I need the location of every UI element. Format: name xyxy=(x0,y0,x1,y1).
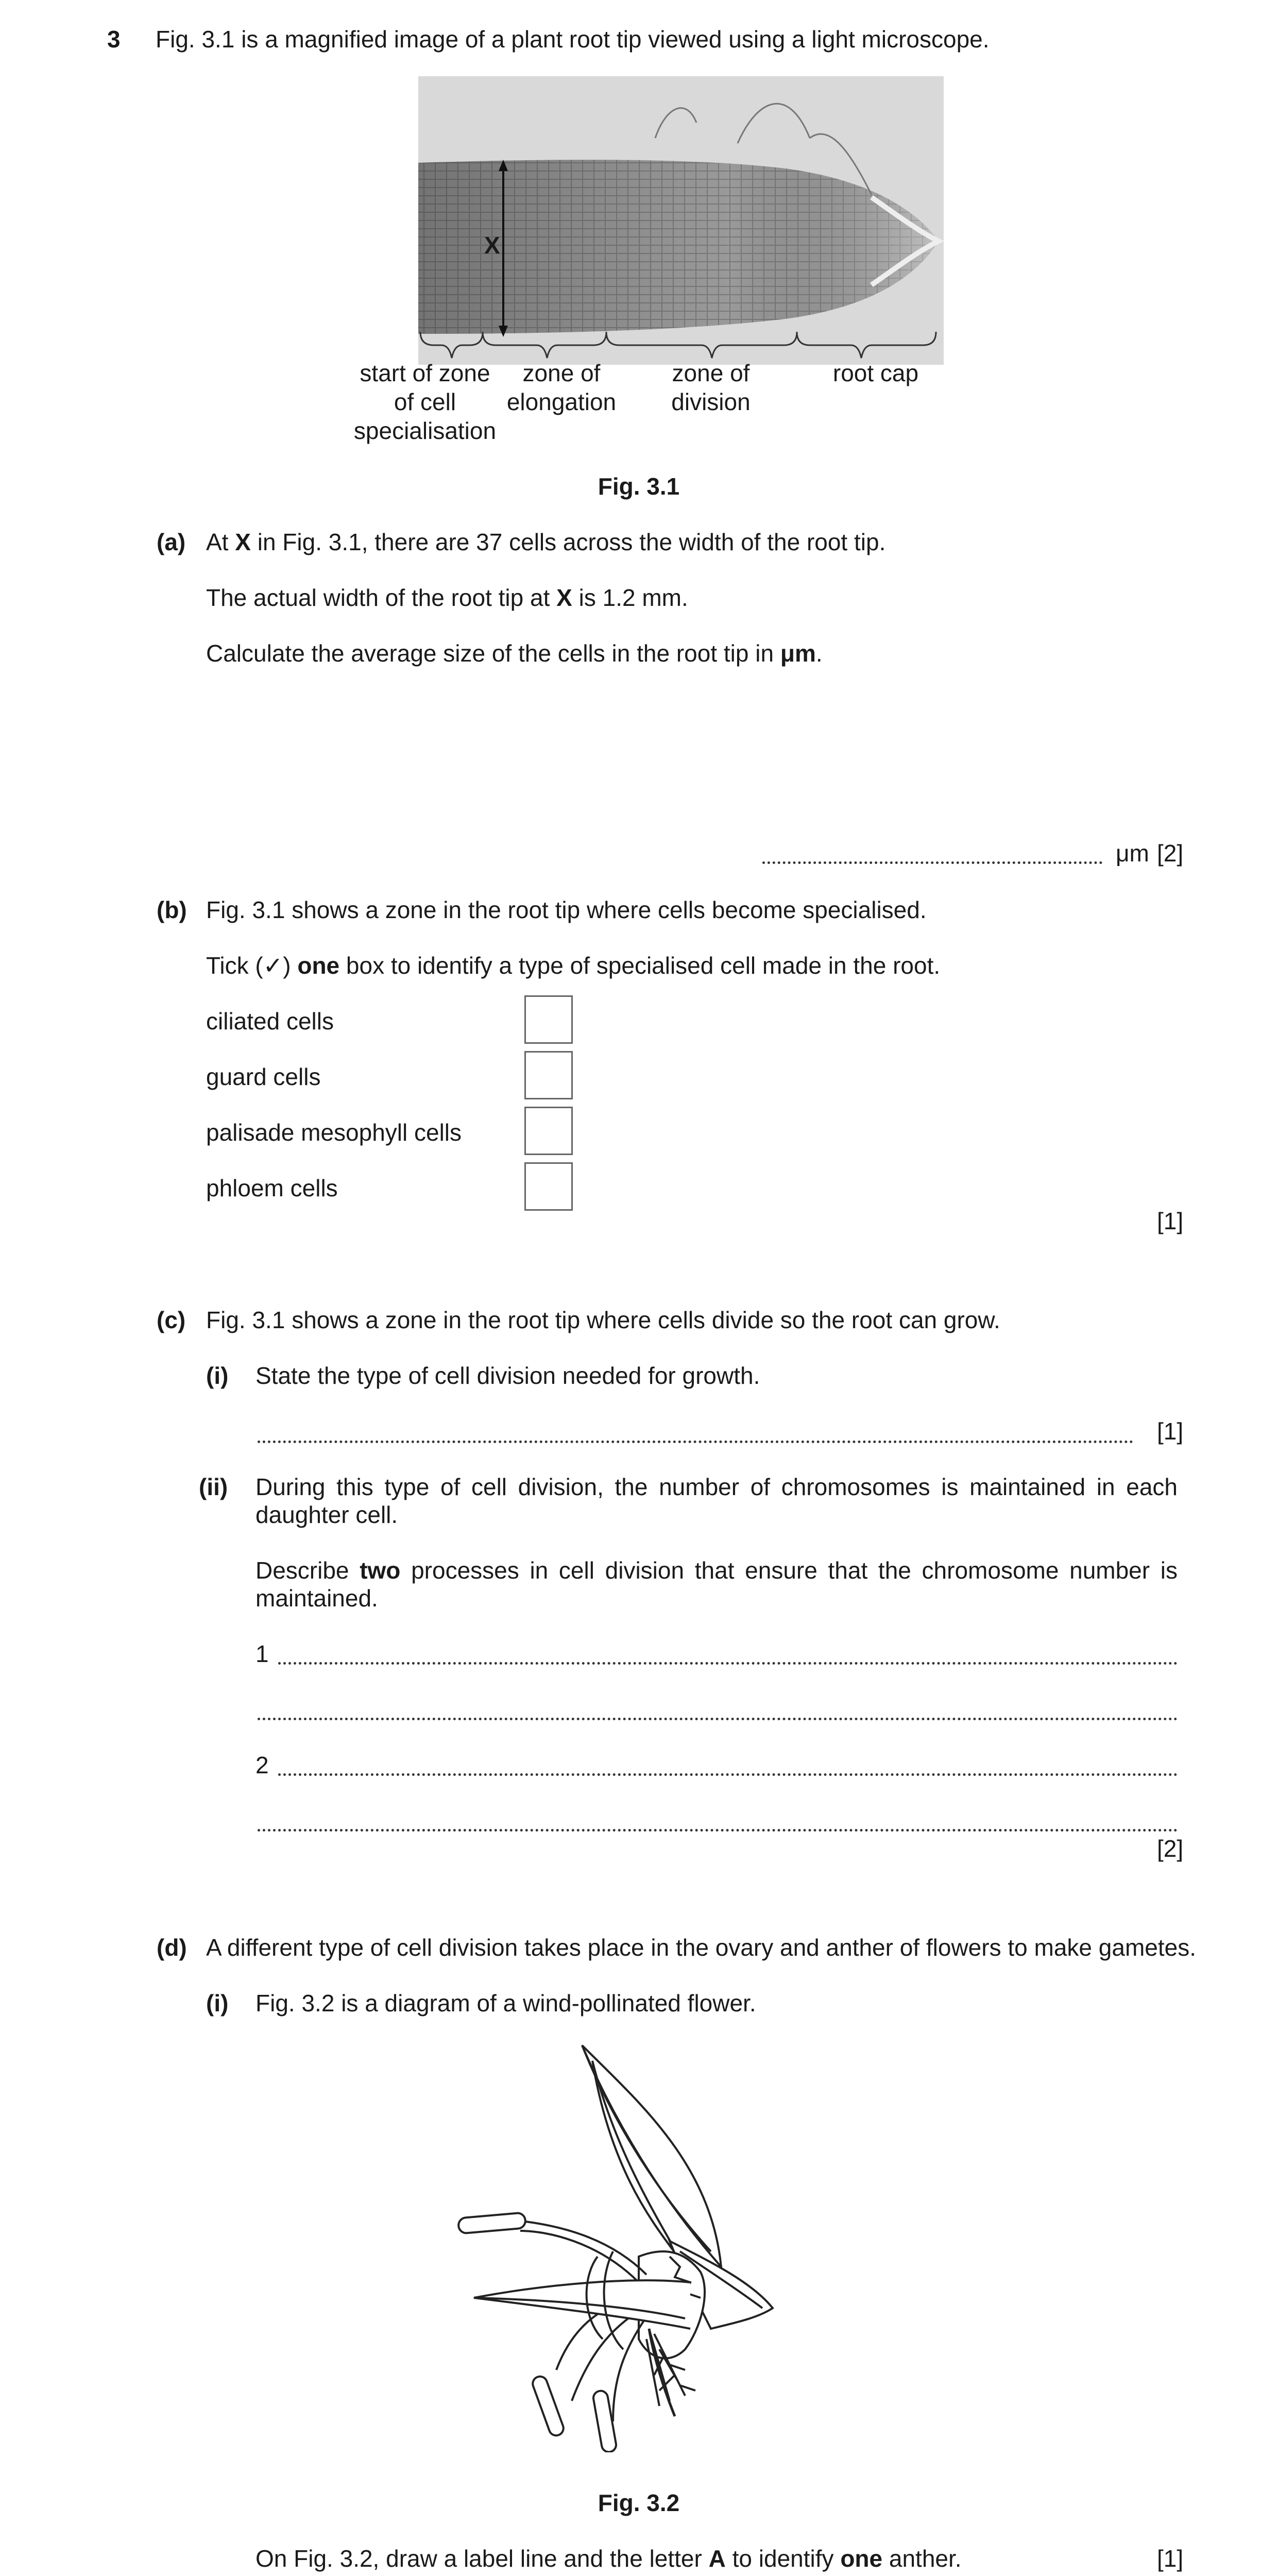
tick-box-phloem[interactable] xyxy=(524,1162,573,1211)
root-tip-micrograph xyxy=(418,76,944,365)
part-d-i-text: Fig. 3.2 is a diagram of a wind-pollinated flower. xyxy=(255,1990,756,2016)
fig-3-2-caption: Fig. 3.2 xyxy=(598,2489,680,2516)
part-c-ii-answer-1b[interactable] xyxy=(258,1718,1178,1720)
part-d-i-marks: [1] xyxy=(1157,2545,1184,2572)
tick-box-guard[interactable] xyxy=(524,1051,573,1099)
zone-label-elongation: zone of elongation xyxy=(506,360,617,415)
option-label-phloem: phloem cells xyxy=(206,1175,338,1201)
wind-pollinated-flower-diagram xyxy=(443,2040,855,2452)
part-c-ii-marks: [2] xyxy=(1157,1835,1184,1862)
part-a-label: (a) xyxy=(157,529,186,555)
part-c-line-1: Fig. 3.1 shows a zone in the root tip where cells divide so the root can grow. xyxy=(206,1307,1000,1333)
part-c-ii-answer-2a[interactable] xyxy=(278,1773,1178,1776)
part-c-ii-line-1a: During this type of cell division, the number of chromosomes is maintained in each xyxy=(255,1473,1178,1500)
tick-box-ciliated[interactable] xyxy=(524,995,573,1044)
part-a-marks: [2] xyxy=(1157,840,1184,867)
part-a-unit: μm xyxy=(1116,840,1149,867)
part-b-marks: [1] xyxy=(1157,1208,1184,1234)
answer-number-2: 2 xyxy=(255,1752,269,1778)
part-a-line-1: At X in Fig. 3.1, there are 37 cells across the width of the root tip. xyxy=(206,529,886,555)
part-d-i-task: On Fig. 3.2, draw a label line and the letter A to identify one anther. xyxy=(255,2545,962,2572)
part-b-label: (b) xyxy=(157,896,187,923)
part-c-i-marks: [1] xyxy=(1157,1418,1184,1445)
option-label-ciliated: ciliated cells xyxy=(206,1008,334,1035)
part-c-i-label: (i) xyxy=(206,1362,229,1389)
part-c-ii-line-2b: maintained. xyxy=(255,1585,378,1612)
part-d-line-1: A different type of cell division takes place in the ovary and anther of flowers to make gametes. xyxy=(206,1934,1196,1961)
part-c-ii-line-2a: Describe two processes in cell division that ensure that the chromosome number is xyxy=(255,1557,1178,1584)
question-number: 3 xyxy=(107,26,121,53)
zone-label-root-cap: root cap xyxy=(832,360,919,386)
tick-box-palisade[interactable] xyxy=(524,1107,573,1155)
part-d-i-label: (i) xyxy=(206,1990,229,2016)
x-marker-label: X xyxy=(484,232,500,259)
part-a-line-2: The actual width of the root tip at X is 1.2 mm. xyxy=(206,584,688,611)
option-label-guard: guard cells xyxy=(206,1063,321,1090)
question-intro: Fig. 3.1 is a magnified image of a plant root tip viewed using a light microscope. xyxy=(156,26,990,53)
part-a-line-3: Calculate the average size of the cells in the root tip in μm. xyxy=(206,640,823,667)
zone-label-specialisation: start of zone of cell specialisation xyxy=(353,360,497,444)
part-c-i-text: State the type of cell division needed for growth. xyxy=(255,1362,760,1389)
part-c-i-answer-line[interactable] xyxy=(258,1440,1133,1443)
zone-label-division: zone of division xyxy=(671,360,751,415)
part-c-ii-answer-2b[interactable] xyxy=(258,1829,1178,1832)
part-b-line-1: Fig. 3.1 shows a zone in the root tip where cells become specialised. xyxy=(206,896,927,923)
part-d-label: (d) xyxy=(157,1934,187,1961)
part-c-ii-answer-1a[interactable] xyxy=(278,1662,1178,1665)
part-c-label: (c) xyxy=(157,1307,186,1333)
option-label-palisade: palisade mesophyll cells xyxy=(206,1119,462,1146)
part-b-line-2: Tick (✓) one box to identify a type of specialised cell made in the root. xyxy=(206,952,941,979)
fig-3-1-caption: Fig. 3.1 xyxy=(598,473,680,500)
part-a-answer-line[interactable] xyxy=(762,861,1102,864)
part-c-ii-line-1b: daughter cell. xyxy=(255,1501,398,1528)
part-c-ii-label: (ii) xyxy=(199,1473,228,1500)
answer-number-1: 1 xyxy=(255,1640,269,1667)
